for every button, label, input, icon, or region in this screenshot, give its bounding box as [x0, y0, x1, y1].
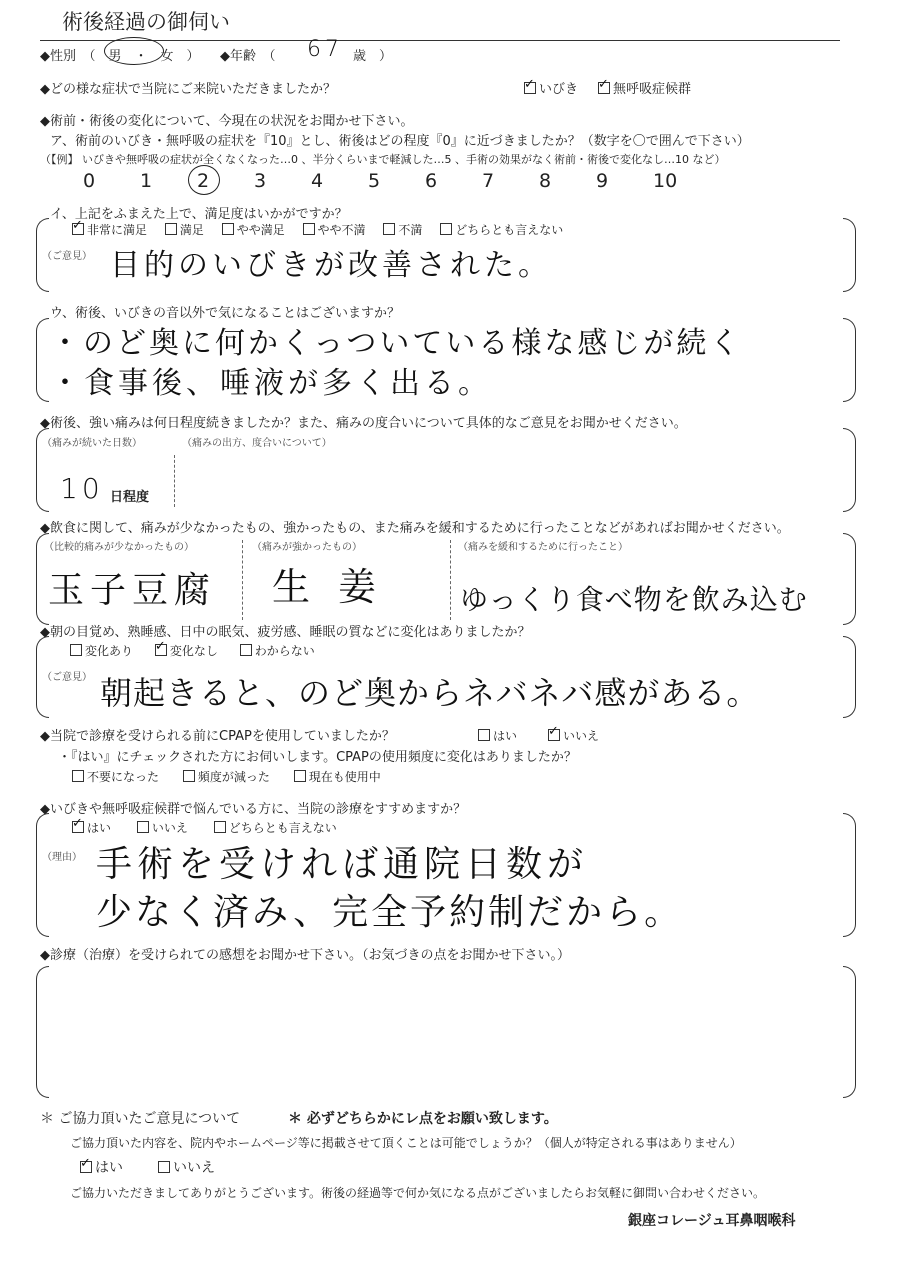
scale-10[interactable]: 10: [653, 170, 678, 192]
age-label: ◆年齢 （: [220, 49, 276, 64]
recommend-yes[interactable]: ✓はい: [72, 821, 111, 835]
sleep-changed[interactable]: 変化あり: [70, 644, 133, 658]
satisfaction-box-right: [843, 218, 856, 292]
concerns-box-right: [843, 318, 856, 402]
food-relief-label: （痛みを緩和するために行ったこと）: [458, 542, 628, 553]
consent-no-checkbox[interactable]: [158, 1161, 170, 1173]
gender-circle-mark: [104, 37, 164, 65]
q6-no-checkbox[interactable]: [548, 729, 560, 741]
q6-no[interactable]: ✓ いいえ: [548, 727, 599, 744]
footer-thanks: ご協力いただきましてありがとうございます。術後の経過等で何か気になる点がございましたらお気軽に御問い合わせください。: [70, 1186, 766, 1200]
satisfaction-checkbox[interactable]: [222, 223, 234, 235]
sleep-opinion-label: （ご意見）: [42, 672, 92, 683]
recommend-box-left: [36, 813, 49, 937]
pain-box-right: [843, 428, 856, 512]
concerns-line-2: ・食事後、唾液が多く出る。: [50, 366, 492, 401]
sleep-no-change[interactable]: ✓ 変化なし: [155, 644, 218, 658]
scale-7[interactable]: 7: [482, 170, 495, 192]
q2-example: （【例】 いびきや無呼吸の症状が全くなくなった…0 、半分くらいまで軽減した…5 、手術の効果がなく術前・術後で変化なし…10 など）: [40, 153, 726, 166]
food-divider-1: [242, 540, 243, 620]
pain-divider: [174, 455, 175, 507]
q4-question: ◆飲食に関して、痛みが少なかったもの、強かったもの、また痛みを緩和するために行ったことなどがあればお聞かせください。: [40, 521, 790, 536]
pain-days-label: （痛みが続いた日数）: [42, 438, 142, 449]
q6-sub-question: ・『はい』にチェックされた方にお伺いします。CPAPの使用頻度に変化はありましたか？: [58, 750, 577, 765]
age-value: 67: [307, 37, 343, 62]
q1-apnea-checkbox[interactable]: [598, 82, 610, 94]
q6-yes-checkbox[interactable]: [478, 729, 490, 741]
satisfaction-opinion-label: （ご意見）: [42, 251, 92, 262]
food-box-right: [843, 533, 856, 625]
satisfaction-somewhat-satisfied[interactable]: やや満足: [222, 223, 285, 237]
recommend-options: [72, 819, 337, 836]
footer-note-1: ＊ ご協力頂いたご意見について: [40, 1111, 241, 1127]
sleep-opinion-text: 朝起きると、のど奥からネバネバ感がある。: [100, 674, 760, 712]
q6-yes[interactable]: はい: [478, 727, 517, 744]
cpap-checkbox[interactable]: [72, 770, 84, 782]
scale-2[interactable]: 2: [197, 170, 210, 192]
pain-detail-label: （痛みの出方、度合いについて）: [182, 438, 332, 449]
cpap-still-using[interactable]: 現在も使用中: [294, 770, 381, 784]
satisfaction-checkbox[interactable]: [383, 223, 395, 235]
q2-a-question: ア、術前のいびき・無呼吸の症状を『10』とし、術後はどの程度『0』に近づきましたか？（数字を〇で囲んで下さい）: [50, 134, 750, 149]
page-title: 術後経過の御伺い: [62, 10, 230, 34]
recommend-checkbox[interactable]: [137, 821, 149, 833]
satisfaction-dissatisfied[interactable]: 不満: [383, 223, 422, 237]
cpap-reduced[interactable]: 頻度が減った: [183, 770, 270, 784]
cpap-checkbox[interactable]: [294, 770, 306, 782]
recommend-no[interactable]: いいえ: [137, 821, 188, 835]
sleep-options: [70, 642, 315, 659]
satisfaction-very-satisfied[interactable]: ✓非常に満足: [72, 223, 147, 237]
cpap-unneeded[interactable]: 不要になった: [72, 770, 159, 784]
q1-option-apnea[interactable]: [598, 78, 691, 97]
sleep-checkbox[interactable]: [70, 644, 82, 656]
footer-consent: ご協力頂いた内容を、院内やホームページ等に掲載させて頂くことは可能でしょうか？（個人が特定される事はありません）: [70, 1136, 742, 1150]
title-underline: [40, 40, 840, 41]
recommend-checkbox[interactable]: [214, 821, 226, 833]
recommend-reason-line-2: 少なく済み、完全予約制だから。: [96, 892, 684, 933]
satisfaction-options: [72, 221, 563, 238]
q1-snoring-checkbox[interactable]: [524, 82, 536, 94]
gender-field: ◆性別 （ 男 ・ 女 ）: [40, 49, 200, 64]
q7-question: ◆いびきや無呼吸症候群で悩んでいる方に、当院の診療をすすめますか？: [40, 802, 467, 817]
q1-option-snoring[interactable]: [524, 78, 578, 97]
pain-days-value: 10: [60, 472, 104, 505]
food-divider-2: [450, 540, 451, 620]
satisfaction-checkbox[interactable]: [440, 223, 452, 235]
consent-no[interactable]: いいえ: [158, 1157, 215, 1177]
pain-days-unit: 日程度: [110, 490, 150, 505]
food-less-value: 玉子豆腐: [48, 570, 217, 611]
q1-snoring-label: いびき: [539, 82, 579, 97]
impressions-box-right: [843, 966, 856, 1098]
age-unit: 歳 ）: [353, 49, 393, 64]
sleep-unknown[interactable]: わからない: [240, 644, 315, 658]
q5-question: ◆朝の目覚め、熟睡感、日中の眠気、疲労感、睡眠の質などに変化はありましたか？: [40, 625, 531, 640]
food-less-label: （比較的痛みが少なかったもの）: [44, 542, 194, 553]
consent-yes[interactable]: ✓はい: [80, 1157, 123, 1177]
q1-question: ◆どの様な症状で当院にご来院いただきましたか？: [40, 82, 336, 97]
recommend-reason-line-1: 手術を受ければ通院日数が: [96, 844, 589, 885]
q2-u-question: ウ、術後、いびきの音以外で気になることはございますか？: [50, 306, 400, 321]
scale-6[interactable]: 6: [425, 170, 438, 192]
recommend-box-right: [843, 813, 856, 937]
concerns-line-1: ・のど奥に何かくっついている様な感じが続く: [50, 326, 743, 361]
sleep-checkbox[interactable]: [155, 644, 167, 656]
q6-sub-options: [72, 768, 381, 785]
satisfaction-checkbox[interactable]: [72, 223, 84, 235]
satisfaction-satisfied[interactable]: 満足: [165, 223, 204, 237]
q8-question: ◆診療（治療）を受けられての感想をお聞かせ下さい。（お気づきの点をお聞かせ下さい。）: [40, 948, 570, 963]
satisfaction-checkbox[interactable]: [165, 223, 177, 235]
scale-9[interactable]: 9: [596, 170, 609, 192]
food-strong-label: （痛みが強かったもの）: [252, 542, 362, 553]
scale-selected-circle: [188, 165, 220, 195]
food-strong-value: 生姜: [272, 565, 405, 609]
scale-5[interactable]: 5: [368, 170, 381, 192]
scale-8[interactable]: 8: [539, 170, 552, 192]
q2-i-question: イ、上記をふまえた上で、満足度はいかがですか？: [50, 207, 348, 222]
cpap-checkbox[interactable]: [183, 770, 195, 782]
food-relief-value: ゆっくり食べ物を飲み込む: [460, 583, 808, 616]
impressions-box-left: [36, 966, 49, 1098]
footer-note-2: ＊ 必ずどちらかにレ点をお願い致します。: [288, 1111, 558, 1127]
sleep-checkbox[interactable]: [240, 644, 252, 656]
recommend-reason-label: （理由）: [42, 852, 82, 863]
scale-3[interactable]: 3: [254, 170, 267, 192]
q2-scale: [83, 170, 710, 192]
q2-header: ◆術前・術後の変化について、今現在の状況をお聞かせ下さい。: [40, 114, 414, 129]
satisfaction-neutral[interactable]: どちらとも言えない: [440, 223, 563, 237]
q3-question: ◆術後、強い痛みは何日程度続きましたか？また、痛みの度合いについて具体的なご意見をお聞かせください。: [40, 416, 687, 431]
satisfaction-opinion-text: 目的のいびきが改善された。: [110, 248, 552, 283]
clinic-name: 銀座コレージュ耳鼻咽喉科: [628, 1213, 796, 1229]
scale-4[interactable]: 4: [311, 170, 324, 192]
satisfaction-checkbox[interactable]: [303, 223, 315, 235]
satisfaction-somewhat-dissatisfied[interactable]: やや不満: [303, 223, 366, 237]
q6-question: ◆当院で診療を受けられる前にCPAPを使用していましたか？: [40, 729, 395, 744]
q1-apnea-label: 無呼吸症候群: [613, 82, 692, 97]
scale-1[interactable]: 1: [140, 170, 153, 192]
concerns-box-left: [36, 318, 49, 402]
consent-yes-checkbox[interactable]: [80, 1161, 92, 1173]
recommend-checkbox[interactable]: [72, 821, 84, 833]
sleep-box-right: [843, 636, 856, 718]
recommend-neutral[interactable]: どちらとも言えない: [214, 821, 337, 835]
scale-0[interactable]: 0: [83, 170, 96, 192]
